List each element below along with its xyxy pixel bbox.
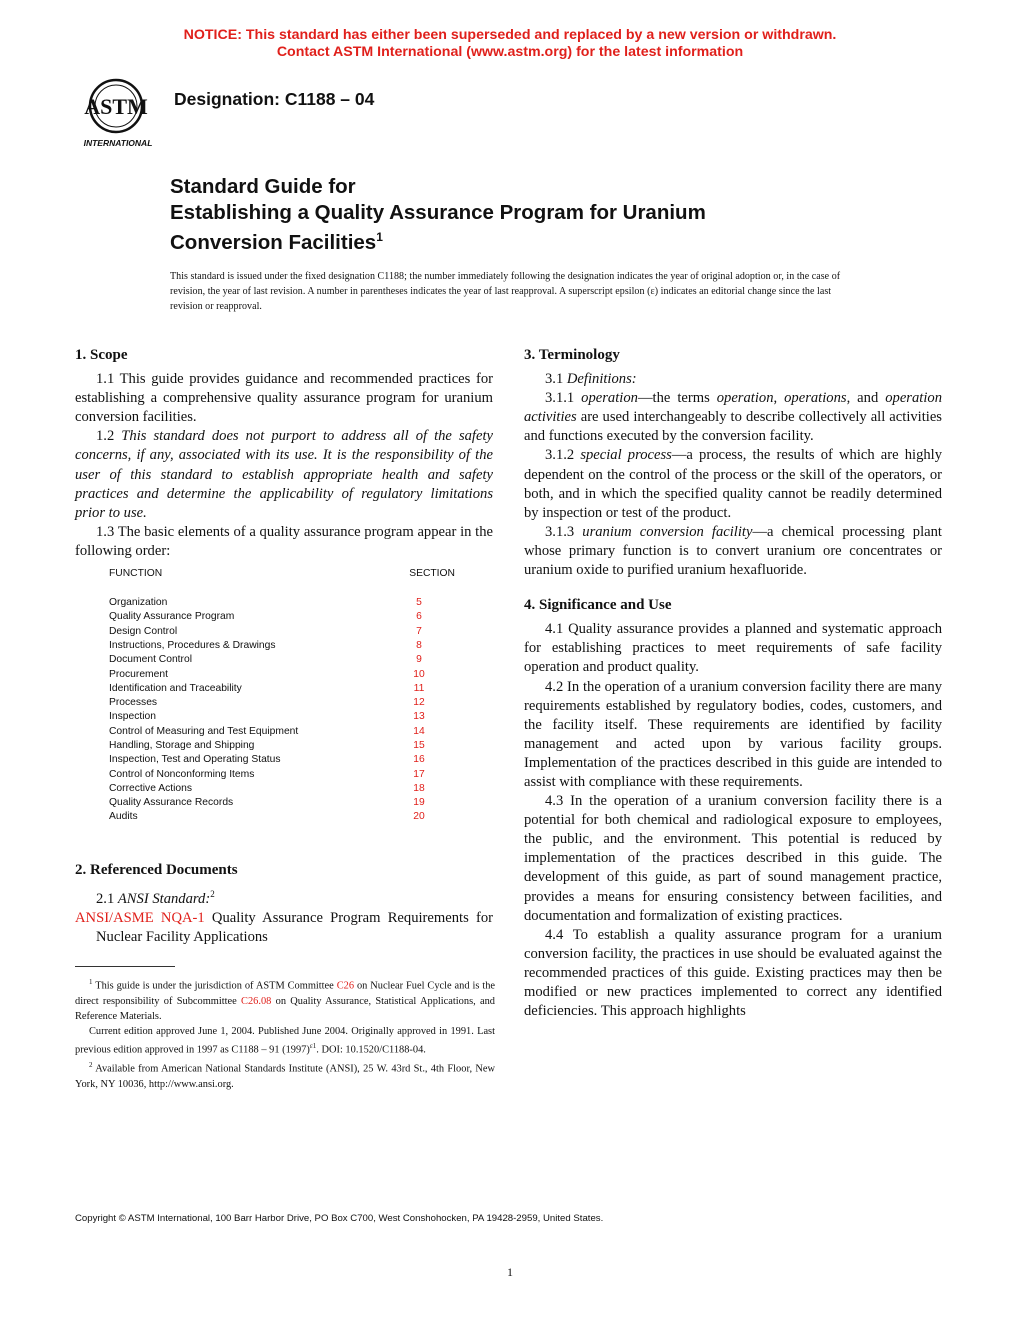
function-name: Processes bbox=[109, 697, 158, 709]
section-link[interactable]: 11 bbox=[413, 682, 425, 694]
section-link[interactable]: 12 bbox=[413, 697, 425, 709]
function-table-row bbox=[109, 625, 457, 639]
terminology-paragraph-1: 3.1 Definitions: bbox=[545, 371, 637, 388]
function-table-row bbox=[109, 753, 457, 767]
footnotes bbox=[75, 966, 495, 1092]
committee-c26-link[interactable]: C26 bbox=[336, 980, 355, 992]
title-footnote-mark: 1 bbox=[376, 230, 383, 244]
terminology-paragraph-2: 3.1.1 operation—the terms operation, operations, and operation activities are used interchangeably to describe collectively all activities and functions executed by the conversion facility. bbox=[524, 390, 942, 445]
section-link[interactable]: 15 bbox=[413, 740, 425, 751]
function-table-row bbox=[109, 810, 457, 824]
referenced-documents-heading: 2. Referenced Documents bbox=[75, 861, 238, 878]
issuance-statement: This standard is issued under the fixed designation C1188; the number immediately following the designation indicates the year of original adoption or, in the case of revision, the year of last revision. A number in parentheses indicates the year of last reapproval. A superscript epsilon (ε) indicates an editorial change since the last revision or reapproval. bbox=[170, 271, 841, 312]
designation: Designation: C1188 – 04 bbox=[174, 89, 375, 109]
section-link[interactable]: 17 bbox=[413, 768, 425, 780]
footnote-1: $^1$ This guide is under the jurisdiction of ASTM Committee C26 on Nuclear Fuel Cycle and is the direct responsibility of Subcommittee C26.08 on Quality Assurance, Statistical Applications, and Reference Materials. bbox=[75, 978, 495, 1022]
function-table-row bbox=[109, 653, 457, 667]
section-link[interactable]: 13 bbox=[413, 711, 425, 723]
function-column-header: FUNCTION bbox=[109, 568, 163, 580]
significance-paragraph-2: 4.2 In the operation of a uranium conversion facility there are many requirements established by regulatory bodies, codes, customers, and the facility itself. These requirements are identified by facility management and acted upon by various facility groups. Implementation of the practices described in this guide are intended to assist with compliance with these requirements. bbox=[524, 678, 942, 790]
page-number: 1 bbox=[507, 1265, 513, 1279]
function-table-row bbox=[109, 710, 457, 724]
function-table-row bbox=[109, 782, 457, 796]
function-name: Organization bbox=[109, 597, 168, 609]
section-link[interactable]: 5 bbox=[416, 597, 422, 609]
terminology-paragraph-4: 3.1.3 uranium conversion facility—a chemical processing plant whose primary function is to convert uranium ore concentrates or uranium oxide to purified uranium hexafluoride. bbox=[524, 523, 942, 579]
document-title bbox=[170, 174, 706, 255]
left-column bbox=[75, 344, 493, 947]
function-table-header bbox=[109, 567, 457, 581]
section-link[interactable]: 20 bbox=[413, 811, 425, 823]
section-link[interactable]: 14 bbox=[413, 725, 425, 737]
scope-paragraph-3: 1.3 The basic elements of a quality assurance program appear in the following order: bbox=[75, 523, 493, 559]
logo-subtext: INTERNATIONAL bbox=[83, 138, 153, 148]
right-column bbox=[524, 344, 942, 1021]
footnote-divider bbox=[75, 966, 175, 967]
scope-paragraph-1: 1.1 This guide provides guidance and recommended practices for establishing a comprehensive quality assurance program for uranium conversion facilities. bbox=[75, 371, 493, 426]
function-name: Control of Nonconforming Items bbox=[109, 768, 255, 780]
section-link[interactable]: 8 bbox=[416, 639, 422, 651]
function-name: Instructions, Procedures & Drawings bbox=[109, 639, 276, 651]
function-table-body bbox=[109, 596, 457, 825]
significance-heading: 4. Significance and Use bbox=[524, 597, 672, 614]
function-table-row bbox=[109, 796, 457, 810]
significance-paragraph-3: 4.3 In the operation of a uranium conversion facility there is a potential for both chemical and radiological exposure to employees, the public, and the environment. This potential is reduced by implementation of the practices described in this guide. The development of this guide, as part of sound management practice, provides a means for ensuring consistency between facilities, and documentation and formalization of existing practices. bbox=[524, 793, 942, 924]
function-table-row bbox=[109, 639, 457, 653]
referenced-paragraph-1: 2.1 ANSI Standard:$^2$ bbox=[96, 888, 215, 907]
section-link[interactable]: 18 bbox=[413, 782, 425, 794]
function-table-row bbox=[109, 725, 457, 739]
function-table-row bbox=[109, 768, 457, 782]
footnote-1-edition: Current edition approved June 1, 2004. Published June 2004. Originally approved in 1991. Last previous edition approved in 1997 as C1188 – 91 $(1997)^{\varepsilon 1}$. DOI: 10.1520/C1188-04. bbox=[75, 1026, 495, 1056]
section-link[interactable]: 9 bbox=[416, 654, 422, 666]
function-name: Procurement bbox=[109, 668, 168, 680]
significance-paragraph-4: 4.4 To establish a quality assurance program for a uranium conversion facility, the practices in use should be evaluated against the recommended practices of this guide. Existing practices may then be modified or new practices implemented to correct any identified deficiencies. This approach highlights bbox=[524, 926, 942, 1020]
footnote-2: $^2$ Available from American National Standards Institute (ANSI), 25 W. 43rd St., 4th Floor, New York, NY 10036, http://www.ansi.org. bbox=[75, 1060, 495, 1090]
function-name: Corrective Actions bbox=[109, 782, 192, 794]
notice-banner bbox=[0, 27, 1020, 60]
title-line-3: Conversion Facilities$^1$ bbox=[170, 230, 383, 254]
section-link[interactable]: 16 bbox=[413, 754, 425, 766]
scope-heading: 1. Scope bbox=[75, 347, 128, 363]
subcommittee-c2608-link[interactable]: C26.08 bbox=[241, 995, 272, 1007]
notice-line-1: NOTICE: This standard has either been superseded and replaced by a new version or withdrawn. bbox=[183, 27, 837, 43]
function-name: Control of Measuring and Test Equipment bbox=[109, 725, 299, 737]
function-table-row bbox=[109, 596, 457, 610]
function-table-row bbox=[109, 696, 457, 710]
function-table-row bbox=[109, 682, 457, 696]
section-link[interactable]: 10 bbox=[413, 668, 425, 680]
function-name: Document Control bbox=[109, 654, 192, 666]
notice-line-2: Contact ASTM International (www.astm.org) for the latest information bbox=[276, 43, 744, 60]
title-line-1: Standard Guide for bbox=[170, 175, 356, 198]
function-name: Inspection bbox=[109, 711, 156, 723]
function-name: Identification and Traceability bbox=[109, 682, 242, 694]
function-name: Audits bbox=[109, 811, 138, 823]
terminology-heading: 3. Terminology bbox=[524, 347, 620, 363]
section-link[interactable]: 7 bbox=[416, 625, 422, 637]
terminology-paragraph-3: 3.1.2 special process—a process, the results of which are highly dependent on the control of the process or the skill of the operators, or both, and in which the specified quality cannot be readily determined by inspection or test of the product. bbox=[524, 447, 943, 521]
function-table-row bbox=[109, 610, 457, 624]
function-name: Quality Assurance Records bbox=[109, 797, 234, 809]
title-line-2: Establishing a Quality Assurance Program for Uranium bbox=[170, 200, 706, 224]
function-name: Design Control bbox=[109, 625, 178, 637]
copyright: Copyright © ASTM International, 100 Barr Harbor Drive, PO Box C700, West Conshohocken, PA 19428-2959, United States. bbox=[75, 1213, 604, 1224]
astm-logo bbox=[74, 76, 162, 148]
section-link[interactable]: 19 bbox=[413, 797, 425, 809]
function-name: Handling, Storage and Shipping bbox=[109, 740, 255, 751]
reference-entry: ANSI/ASME NQA-1 Quality Assurance Program Requirements for Nuclear Facility Applications bbox=[75, 909, 494, 945]
significance-paragraph-1: 4.1 Quality assurance provides a planned and systematic approach for establishing practices to meet requirements of safe facility operation and product quality. bbox=[524, 621, 942, 676]
function-table-row bbox=[109, 668, 457, 682]
ansi-nqa1-link[interactable]: ANSI/ASME NQA-1 bbox=[75, 909, 205, 926]
section-column-header: SECTION bbox=[409, 568, 455, 580]
section-link[interactable]: 6 bbox=[416, 611, 422, 623]
function-table bbox=[109, 567, 457, 825]
function-table-row bbox=[109, 739, 457, 753]
logo-text: ASTM bbox=[84, 94, 148, 119]
function-name: Inspection, Test and Operating Status bbox=[109, 754, 281, 766]
function-name: Quality Assurance Program bbox=[109, 611, 235, 623]
scope-paragraph-2: 1.2 This standard does not purport to address all of the safety concerns, if any, associated with its use. It is the responsibility of the user of this standard to establish appropriate health and safety practices and determine the applicability of regulatory limitations prior to use. bbox=[75, 428, 493, 521]
